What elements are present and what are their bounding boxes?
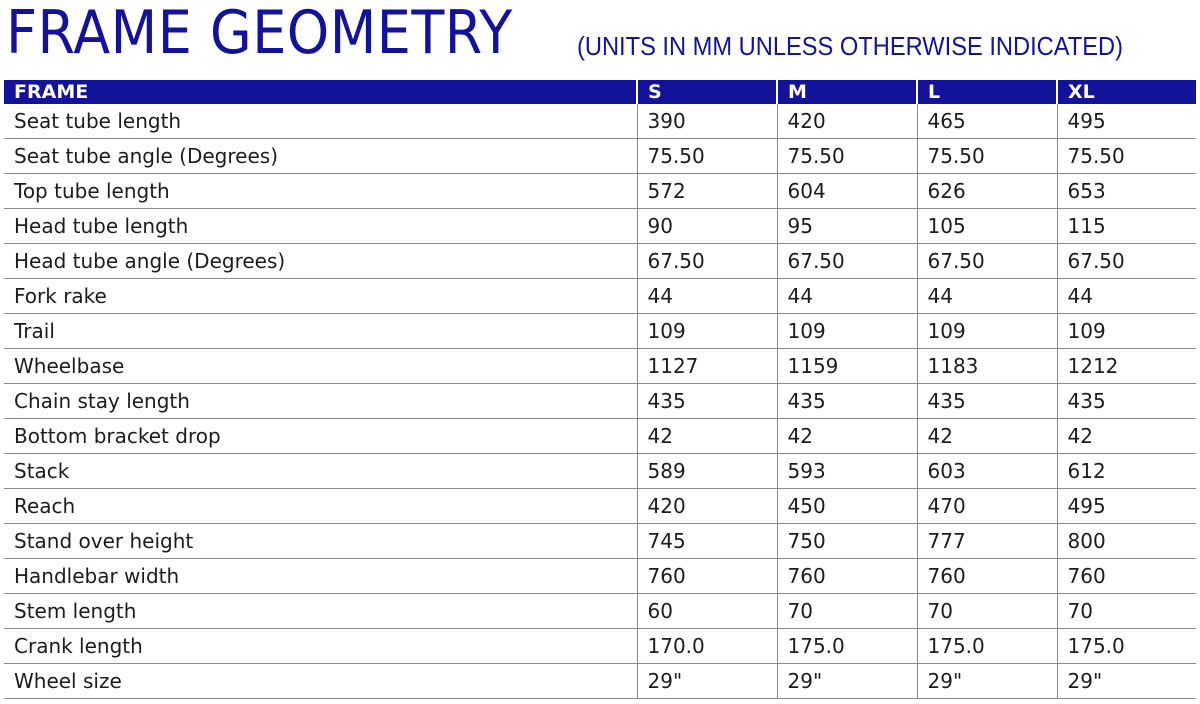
table-row <box>4 209 1196 244</box>
column-header-l: L <box>917 80 1057 104</box>
cell-l: 1183 <box>917 349 1057 384</box>
cell-l: 109 <box>917 314 1057 349</box>
cell-m: 42 <box>777 419 917 454</box>
cell-s: 390 <box>637 104 777 139</box>
column-header-s: S <box>637 80 777 104</box>
row-label: Head tube length <box>4 209 637 244</box>
cell-xl: 42 <box>1057 419 1196 454</box>
cell-xl: 435 <box>1057 384 1196 419</box>
cell-xl: 29" <box>1057 664 1196 699</box>
cell-xl: 800 <box>1057 524 1196 559</box>
table-row <box>4 139 1196 174</box>
table-row <box>4 524 1196 559</box>
row-label: Trail <box>4 314 637 349</box>
row-label: Wheel size <box>4 664 637 699</box>
cell-s: 170.0 <box>637 629 777 664</box>
cell-m: 604 <box>777 174 917 209</box>
cell-m: 450 <box>777 489 917 524</box>
cell-xl: 67.50 <box>1057 244 1196 279</box>
cell-xl: 612 <box>1057 454 1196 489</box>
header-row <box>4 80 1196 104</box>
cell-l: 603 <box>917 454 1057 489</box>
cell-s: 745 <box>637 524 777 559</box>
column-header-frame: FRAME <box>4 80 637 104</box>
row-label: Handlebar width <box>4 559 637 594</box>
cell-s: 29" <box>637 664 777 699</box>
row-label: Stem length <box>4 594 637 629</box>
cell-m: 44 <box>777 279 917 314</box>
cell-xl: 653 <box>1057 174 1196 209</box>
row-label: Bottom bracket drop <box>4 419 637 454</box>
row-label: Stand over height <box>4 524 637 559</box>
cell-s: 75.50 <box>637 139 777 174</box>
cell-m: 593 <box>777 454 917 489</box>
cell-l: 435 <box>917 384 1057 419</box>
cell-l: 29" <box>917 664 1057 699</box>
cell-s: 760 <box>637 559 777 594</box>
page-subtitle: (UNITS IN MM UNLESS OTHERWISE INDICATED) <box>577 31 1123 61</box>
cell-xl: 175.0 <box>1057 629 1196 664</box>
cell-xl: 70 <box>1057 594 1196 629</box>
table-row <box>4 664 1196 699</box>
cell-xl: 115 <box>1057 209 1196 244</box>
cell-s: 90 <box>637 209 777 244</box>
table-row <box>4 594 1196 629</box>
cell-xl: 760 <box>1057 559 1196 594</box>
cell-s: 67.50 <box>637 244 777 279</box>
geometry-table <box>4 80 1196 699</box>
cell-xl: 1212 <box>1057 349 1196 384</box>
cell-m: 70 <box>777 594 917 629</box>
table-row <box>4 454 1196 489</box>
table-row <box>4 349 1196 384</box>
row-label: Chain stay length <box>4 384 637 419</box>
cell-m: 109 <box>777 314 917 349</box>
cell-s: 44 <box>637 279 777 314</box>
cell-m: 95 <box>777 209 917 244</box>
cell-m: 435 <box>777 384 917 419</box>
cell-l: 465 <box>917 104 1057 139</box>
row-label: Seat tube length <box>4 104 637 139</box>
cell-l: 175.0 <box>917 629 1057 664</box>
page-title: FRAME GEOMETRY <box>6 0 513 68</box>
cell-s: 589 <box>637 454 777 489</box>
cell-l: 105 <box>917 209 1057 244</box>
cell-xl: 109 <box>1057 314 1196 349</box>
cell-l: 67.50 <box>917 244 1057 279</box>
cell-s: 109 <box>637 314 777 349</box>
cell-s: 435 <box>637 384 777 419</box>
row-label: Wheelbase <box>4 349 637 384</box>
row-label: Crank length <box>4 629 637 664</box>
cell-s: 1127 <box>637 349 777 384</box>
cell-m: 67.50 <box>777 244 917 279</box>
cell-l: 470 <box>917 489 1057 524</box>
table-row <box>4 314 1196 349</box>
cell-l: 70 <box>917 594 1057 629</box>
cell-m: 75.50 <box>777 139 917 174</box>
cell-s: 60 <box>637 594 777 629</box>
row-label: Fork rake <box>4 279 637 314</box>
row-label: Stack <box>4 454 637 489</box>
cell-s: 42 <box>637 419 777 454</box>
cell-l: 44 <box>917 279 1057 314</box>
table-row <box>4 244 1196 279</box>
column-header-m: M <box>777 80 917 104</box>
cell-m: 175.0 <box>777 629 917 664</box>
cell-xl: 495 <box>1057 489 1196 524</box>
table-header <box>4 80 1196 104</box>
cell-m: 760 <box>777 559 917 594</box>
row-label: Head tube angle (Degrees) <box>4 244 637 279</box>
table-body <box>4 104 1196 699</box>
column-header-xl: XL <box>1057 80 1196 104</box>
table-row <box>4 279 1196 314</box>
cell-m: 420 <box>777 104 917 139</box>
table-row <box>4 174 1196 209</box>
cell-m: 29" <box>777 664 917 699</box>
cell-s: 420 <box>637 489 777 524</box>
cell-l: 75.50 <box>917 139 1057 174</box>
table-row <box>4 104 1196 139</box>
table-row <box>4 419 1196 454</box>
table-row <box>4 559 1196 594</box>
cell-s: 572 <box>637 174 777 209</box>
cell-xl: 495 <box>1057 104 1196 139</box>
cell-m: 750 <box>777 524 917 559</box>
cell-l: 626 <box>917 174 1057 209</box>
row-label: Seat tube angle (Degrees) <box>4 139 637 174</box>
table-row <box>4 384 1196 419</box>
row-label: Top tube length <box>4 174 637 209</box>
cell-xl: 44 <box>1057 279 1196 314</box>
cell-l: 42 <box>917 419 1057 454</box>
cell-l: 760 <box>917 559 1057 594</box>
cell-m: 1159 <box>777 349 917 384</box>
cell-xl: 75.50 <box>1057 139 1196 174</box>
cell-l: 777 <box>917 524 1057 559</box>
row-label: Reach <box>4 489 637 524</box>
table-row <box>4 489 1196 524</box>
table-row <box>4 629 1196 664</box>
